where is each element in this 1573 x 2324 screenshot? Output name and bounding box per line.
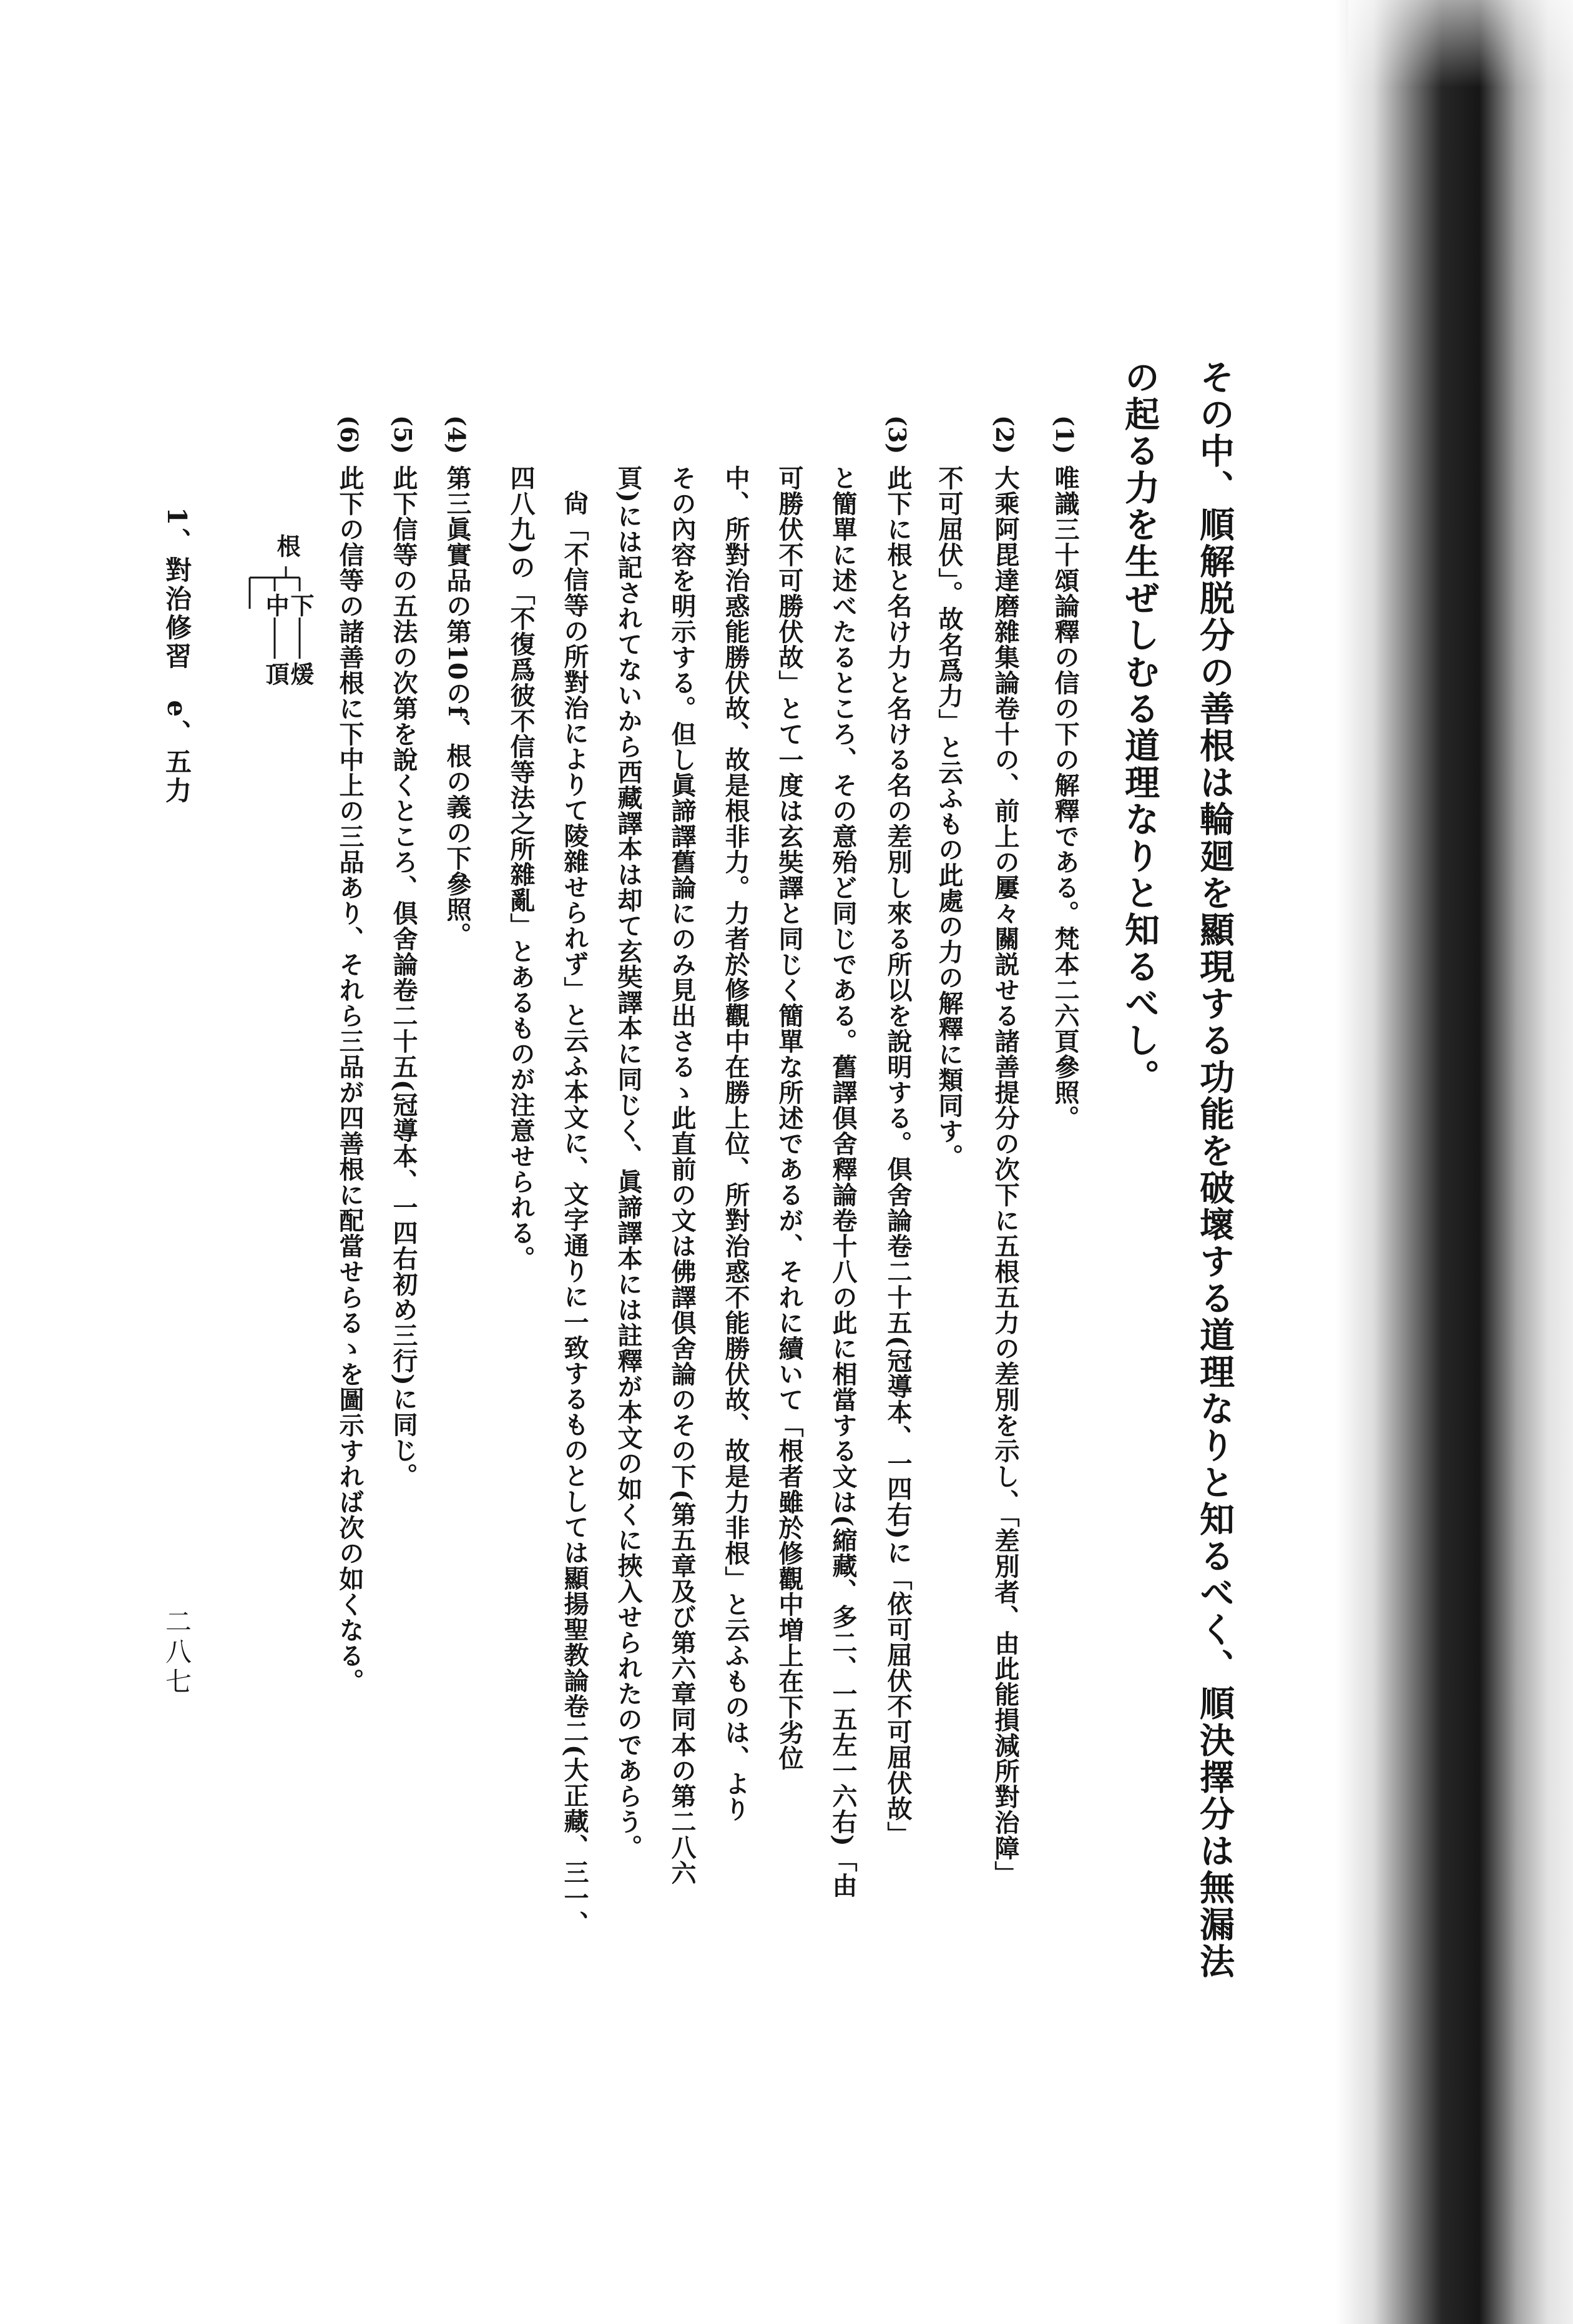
note-3-line-6: 頁)には記されてないから西藏譯本は却て玄奘譯本に同じく、眞諦譯本には註釋が本文の如くに挾入せられたのであらう。	[614, 465, 643, 1860]
main-text-line-2: の起る力を生ぜしむる道理なりと知るべし。	[1119, 359, 1160, 1096]
note-4-number: (4)	[443, 415, 471, 455]
diagram-leaf-warmth: 煖	[287, 662, 315, 686]
note-1-line-1: 唯識三十頌論釋の信の下の解釋である。梵本二六頁參照。	[1051, 465, 1080, 1131]
note-3-line-2: と簡單に述べたるところ、その意殆ど同じである。舊譯倶舍釋論卷十八の此に相當する文は(縮藏、多二、一五左一六右)「由	[828, 465, 858, 1898]
note-3-line-5: その內容を明示する。但し眞諦譯舊論にのみ見出さるゝ此直前の文は佛譯倶舍論のその下(第五章及び第六章同本の第二八六	[667, 465, 697, 1886]
note-3-line-1: 此下に根と名け力と名ける名の差別し來る所以を說明する。倶舍論卷二十五(冠導本、一四右)に「依可屈伏不可屈伏故」	[883, 465, 913, 1847]
main-text-line-1: その中、順解脱分の善根は輪廻を顯現する功能を破壞する道理なりと知るべく、順決擇分は無漏法	[1194, 359, 1235, 1980]
diagram-branch-middle: 中	[262, 593, 290, 617]
diagram-connector-lines	[231, 534, 315, 740]
note-3-line-3: 可勝伏不可勝伏故」とて一度は玄奘譯と同じく簡單な所述であるが、それに續いて「根者雖於修觀中増上在下劣位	[775, 465, 804, 1771]
note-5-number: (5)	[389, 415, 417, 455]
note-3-number: (3)	[883, 415, 911, 455]
note-2-line-2: 不可屈伏」。故名爲力」と云ふもの此處の力の解釋に類同す。	[934, 465, 964, 1169]
note-6-line-1: 此下の信等の諸善根に下中上の三品あり、それら三品が四善根に配當せらるゝを圖示すれば次の如くなる。	[335, 465, 365, 1694]
note-3-line-4: 中、所對治惑能勝伏故、故是根非力。力者於修觀中在勝上位、所對治惑不能勝伏故、故是力非根」と云ふものは、より	[721, 465, 750, 1822]
scan-gutter-shadow	[1336, 0, 1573, 2324]
note-6-number: (6)	[335, 415, 363, 455]
note-3-line-7: 尙「不信等の所對治によりて陵雜せられず」と云ふ本文に、文字通りに一致するものとしては顯揚聖教論卷二(大正藏、三一、	[560, 490, 589, 1936]
diagram-leaf-summit: 頂	[262, 662, 290, 686]
note-3-line-8: 四八九)の「不復爲彼不信等法之所雜亂」とあるものが注意せられる。	[506, 465, 536, 1271]
note-5-line-1: 此下信等の五法の次第を說くところ、倶舍論卷二十五(冠導本、一四右初め三行)に同じ。	[389, 465, 418, 1489]
roots-diagram	[231, 534, 315, 740]
note-1-number: (1)	[1051, 415, 1079, 455]
page-number: 二八七	[162, 1608, 192, 1698]
footer-section-title: 1、對治修習 e、五力	[162, 507, 192, 805]
scan-gutter-highlight	[1348, 0, 1573, 87]
note-4-line-1: 第三眞實品の第10のf、根の義の下參照。	[443, 465, 472, 948]
diagram-root-label: 根	[273, 534, 301, 558]
diagram-branch-lower: 下	[287, 593, 315, 617]
note-2-line-1: 大乘阿毘達磨雜集論卷十の、前上の屢々關説せる諸善提分の次下に五根五力の差別を示し、「差別者、由此能損減所對治障」	[991, 465, 1020, 1886]
note-2-number: (2)	[991, 415, 1019, 455]
